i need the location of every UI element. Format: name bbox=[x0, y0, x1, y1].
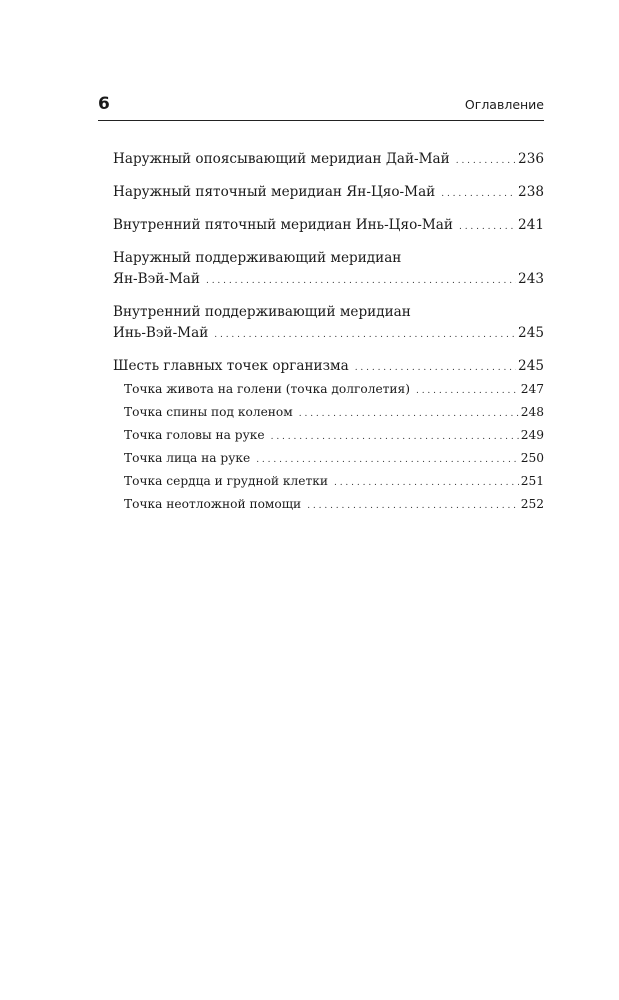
toc-subentry-page: 252 bbox=[520, 497, 544, 511]
running-header bbox=[98, 92, 544, 121]
toc-subentry-page: 250 bbox=[520, 451, 544, 465]
toc-entry-title: Внутренний пяточный меридиан Инь-Цяо-Май bbox=[113, 217, 453, 233]
toc-entry[interactable] bbox=[113, 215, 544, 238]
page-number: 6 bbox=[98, 94, 110, 114]
toc-subentry-title: Точка головы на руке bbox=[124, 428, 265, 442]
toc-entry[interactable] bbox=[113, 182, 544, 205]
toc-subentry-page: 249 bbox=[520, 428, 544, 442]
toc-entry[interactable] bbox=[113, 248, 544, 292]
toc-subentry-title: Точка неотложной помощи bbox=[124, 497, 302, 511]
toc-entry-page: 241 bbox=[518, 217, 544, 233]
toc-subentry-page: 247 bbox=[520, 382, 544, 396]
toc-entry-page: 236 bbox=[518, 151, 544, 167]
leader-dots bbox=[256, 448, 519, 471]
leader-dots bbox=[334, 471, 519, 494]
toc-subentry-title: Точка лица на руке bbox=[124, 451, 251, 465]
leader-dots bbox=[456, 149, 516, 172]
toc-entry-title: Наружный пяточный меридиан Ян-Цяо-Май bbox=[113, 184, 436, 200]
toc-entry[interactable] bbox=[113, 302, 544, 346]
toc-subentry[interactable] bbox=[124, 448, 544, 471]
leader-dots bbox=[459, 215, 516, 238]
toc-subentry-title: Точка спины под коленом bbox=[124, 405, 293, 419]
toc-entry[interactable] bbox=[113, 149, 544, 172]
toc-entry-page: 238 bbox=[518, 184, 544, 200]
leader-dots bbox=[299, 402, 519, 425]
toc-subentry[interactable] bbox=[124, 402, 544, 425]
leader-dots bbox=[271, 425, 519, 448]
toc-subentry[interactable] bbox=[124, 494, 544, 517]
leader-dots bbox=[441, 182, 516, 205]
leader-dots bbox=[355, 356, 516, 379]
toc-subentry-page: 248 bbox=[520, 405, 544, 419]
toc-entry-title: Наружный опоясывающий меридиан Дай-Май bbox=[113, 151, 450, 167]
toc-entry-title: Шесть главных точек организма bbox=[113, 358, 349, 374]
leader-dots bbox=[206, 269, 516, 292]
toc-subentry[interactable] bbox=[124, 471, 544, 494]
toc-subentry[interactable] bbox=[124, 425, 544, 448]
toc-entry-page: 245 bbox=[518, 325, 544, 341]
toc-subentry[interactable] bbox=[124, 379, 544, 402]
toc-subentry-page: 251 bbox=[520, 474, 544, 488]
running-header-title: Оглавление bbox=[464, 97, 544, 112]
toc-entry-page: 245 bbox=[518, 358, 544, 374]
toc-entry[interactable] bbox=[113, 356, 544, 379]
leader-dots bbox=[214, 323, 516, 346]
table-of-contents bbox=[113, 149, 544, 517]
toc-entry-title: Ян-Вэй-Май bbox=[113, 271, 200, 287]
toc-entry-page: 243 bbox=[518, 271, 544, 287]
leader-dots bbox=[416, 379, 519, 402]
toc-entry-title-line1: Наружный поддерживающий меридиан bbox=[113, 250, 402, 266]
leader-dots bbox=[307, 494, 519, 517]
toc-subentry-title: Точка сердца и грудной клетки bbox=[124, 474, 328, 488]
toc-entry-title-line1: Внутренний поддерживающий меридиан bbox=[113, 304, 411, 320]
toc-entry-title: Инь-Вэй-Май bbox=[113, 325, 209, 341]
toc-subentries bbox=[113, 379, 544, 517]
toc-subentry-title: Точка живота на голени (точка долголетия) bbox=[124, 382, 410, 396]
